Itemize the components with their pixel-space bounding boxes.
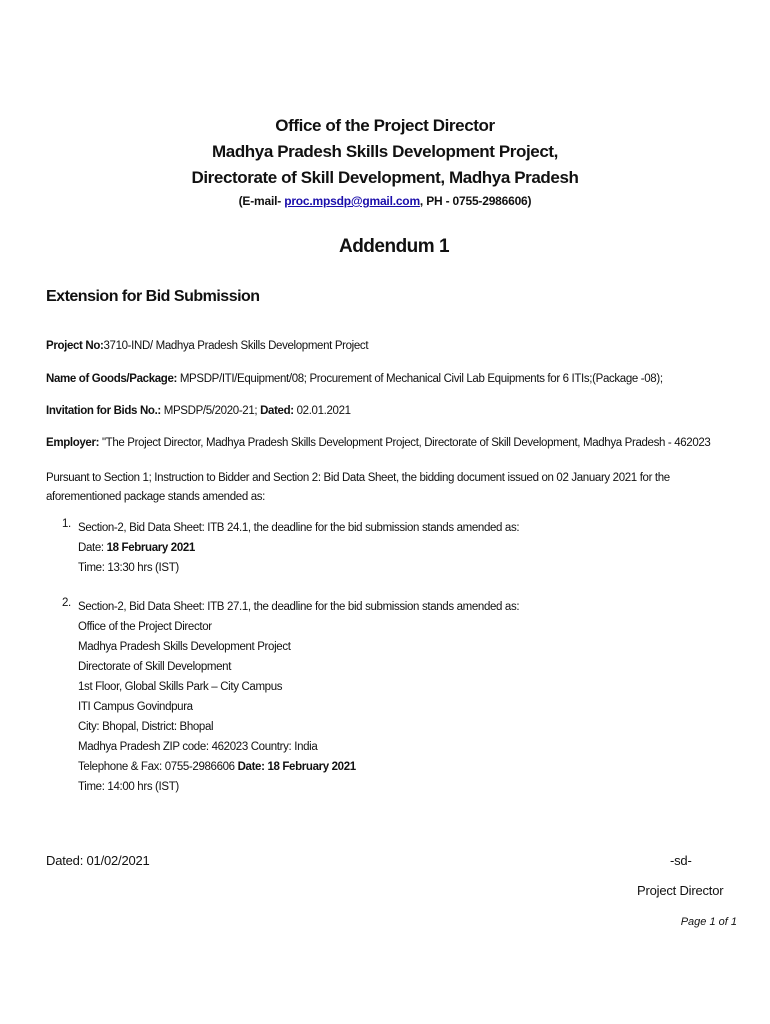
page-number: Page 1 of 1 (680, 916, 737, 928)
contact-suffix: , PH - 0755-2986606) (419, 194, 532, 208)
item-date-label: Date: (78, 542, 107, 554)
header-office: Office of the Project Director (275, 116, 495, 135)
address-line: Madhya Pradesh ZIP code: 462023 Country: India (78, 741, 318, 753)
header-project: Madhya Pradesh Skills Development Project, (212, 142, 558, 161)
goods-value: MPSDP/ITI/Equipment/08; Procurement of Mechanical Civil Lab Equipments for 6 ITIs;(Package -08); (176, 373, 663, 385)
item-heading: Section-2, Bid Data Sheet: ITB 27.1, the deadline for the bid submission stands amended as: (78, 601, 520, 613)
signature-sd: -sd- (670, 853, 692, 868)
item-date-value: 18 February 2021 (106, 542, 195, 554)
ifb-value: MPSDP/5/2020-21; (160, 405, 261, 417)
section-title: Extension for Bid Submission (46, 288, 260, 305)
header-directorate: Directorate of Skill Development, Madhya Pradesh (191, 168, 579, 187)
address-line: Madhya Pradesh Skills Development Project (78, 641, 291, 653)
address-line: 1st Floor, Global Skills Park – City Campus (78, 681, 283, 693)
project-no-line (46, 340, 368, 352)
item-heading: Section-2, Bid Data Sheet: ITB 24.1, the deadline for the bid submission stands amended as: (78, 522, 520, 534)
dated-footer: Dated: 01/02/2021 (46, 853, 150, 868)
employer-value: "The Project Director, Madhya Pradesh Skills Development Project, Directorate of Skill Development, Madhya Pradesh - 462023 (99, 437, 711, 449)
item-time: Time: 14:00 hrs (IST) (78, 781, 179, 793)
project-no-value: 3710-IND/ Madhya Pradesh Skills Development Project (103, 340, 369, 352)
contact-prefix: (E-mail- (238, 194, 285, 208)
list-item-number: 1. (62, 518, 71, 530)
item-phone-date-line (78, 757, 519, 777)
project-no-label: Project No: (46, 340, 104, 352)
ifb-label: Invitation for Bids No.: (46, 405, 161, 417)
item-date-line (78, 538, 519, 558)
employer-line (46, 437, 710, 449)
item-date-value: 18 February 2021 (267, 761, 356, 773)
email-link[interactable]: proc.mpsdp@gmail.com (284, 194, 420, 208)
goods-line (46, 373, 663, 385)
signatory-title: Project Director (637, 883, 724, 898)
item-time: Time: 13:30 hrs (IST) (78, 562, 179, 574)
goods-label: Name of Goods/Package: (46, 373, 177, 385)
header-contact (0, 194, 770, 208)
address-line: Office of the Project Director (78, 621, 212, 633)
ifb-dated-label: Dated: (260, 405, 294, 417)
address-line: City: Bhopal, District: Bhopal (78, 721, 214, 733)
ifb-dated-value: 02.01.2021 (293, 405, 351, 417)
list-item-number: 2. (62, 597, 71, 609)
address-line: ITI Campus Govindpura (78, 701, 193, 713)
intro-paragraph: Pursuant to Section 1; Instruction to Bidder and Section 2: Bid Data Sheet, the bidding document issued on 02 January 2021 for the aforementioned package stands amended as: (46, 472, 670, 503)
employer-label: Employer: (46, 437, 100, 449)
addendum-title: Addendum 1 (338, 236, 450, 257)
item-phone: Telephone & Fax: 0755-2986606 (78, 761, 238, 773)
address-line: Directorate of Skill Development (78, 661, 232, 673)
item-date-label: Date: (237, 761, 268, 773)
ifb-line (46, 405, 351, 417)
